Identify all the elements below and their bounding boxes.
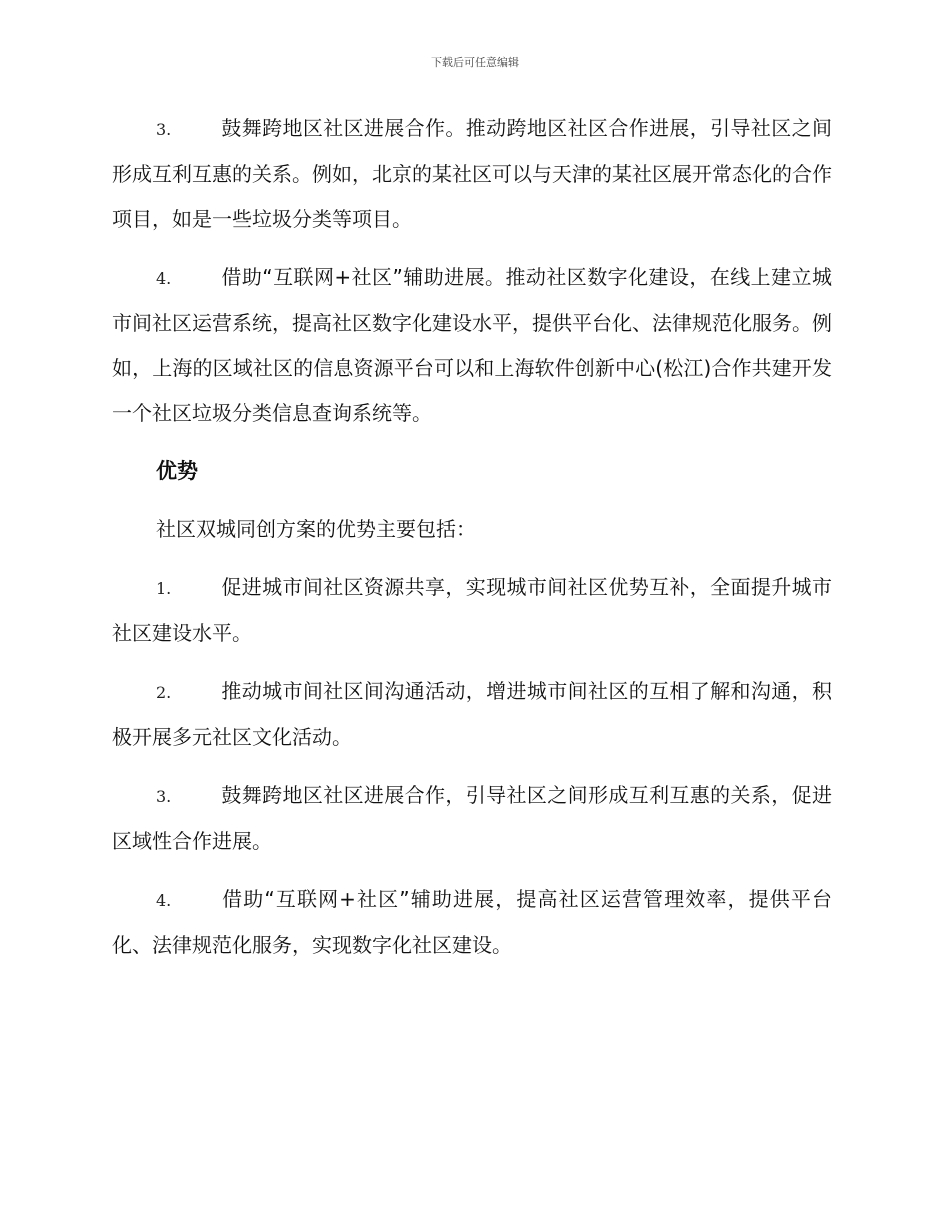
item-number: 4. <box>156 891 172 910</box>
numbered-paragraph <box>112 773 832 864</box>
numbered-paragraph <box>112 255 832 436</box>
document-body <box>112 106 832 981</box>
item-text: 鼓舞跨地区社区进展合作，引导社区之间形成互利互惠的关系，促进区域性合作进展。 <box>112 783 832 853</box>
numbered-paragraph <box>112 565 832 656</box>
numbered-paragraph <box>112 669 832 760</box>
numbered-paragraph <box>112 877 832 968</box>
page-header-note: 下载后可任意编辑 <box>431 56 519 69</box>
section-intro: 社区双城同创方案的优势主要包括： <box>156 517 476 541</box>
item-text: 促进城市间社区资源共享，实现城市间社区优势互补，全面提升城市社区建设水平。 <box>112 575 832 645</box>
item-number: 1. <box>156 579 172 598</box>
section-heading: 优势 <box>156 459 198 483</box>
item-text: 鼓舞跨地区社区进展合作。推动跨地区社区合作进展，引导社区之间形成互利互惠的关系。例如，北京的某社区可以与天津的某社区展开常态化的合作项目，如是一些垃圾分类等项目。 <box>112 116 832 231</box>
item-number: 4. <box>156 269 172 288</box>
item-number: 3. <box>156 120 172 139</box>
item-number: 2. <box>156 683 172 702</box>
item-text: 推动城市间社区间沟通活动，增进城市间社区的互相了解和沟通，积极开展多元社区文化活动。 <box>112 679 832 749</box>
item-text: 借助“互联网+社区”辅助进展。推动社区数字化建设，在线上建立城市间社区运营系统，提高社区数字化建设水平，提供平台化、法律规范化服务。例如，上海的区域社区的信息资源平台可以和上海软件创新中心(松江)合作共建开发一个社区垃圾分类信息查询系统等。 <box>112 265 832 425</box>
item-text: 借助“互联网+社区”辅助进展，提高社区运营管理效率，提供平台化、法律规范化服务，实现数字化社区建设。 <box>112 887 832 957</box>
item-number: 3. <box>156 787 172 806</box>
numbered-paragraph <box>112 106 832 242</box>
